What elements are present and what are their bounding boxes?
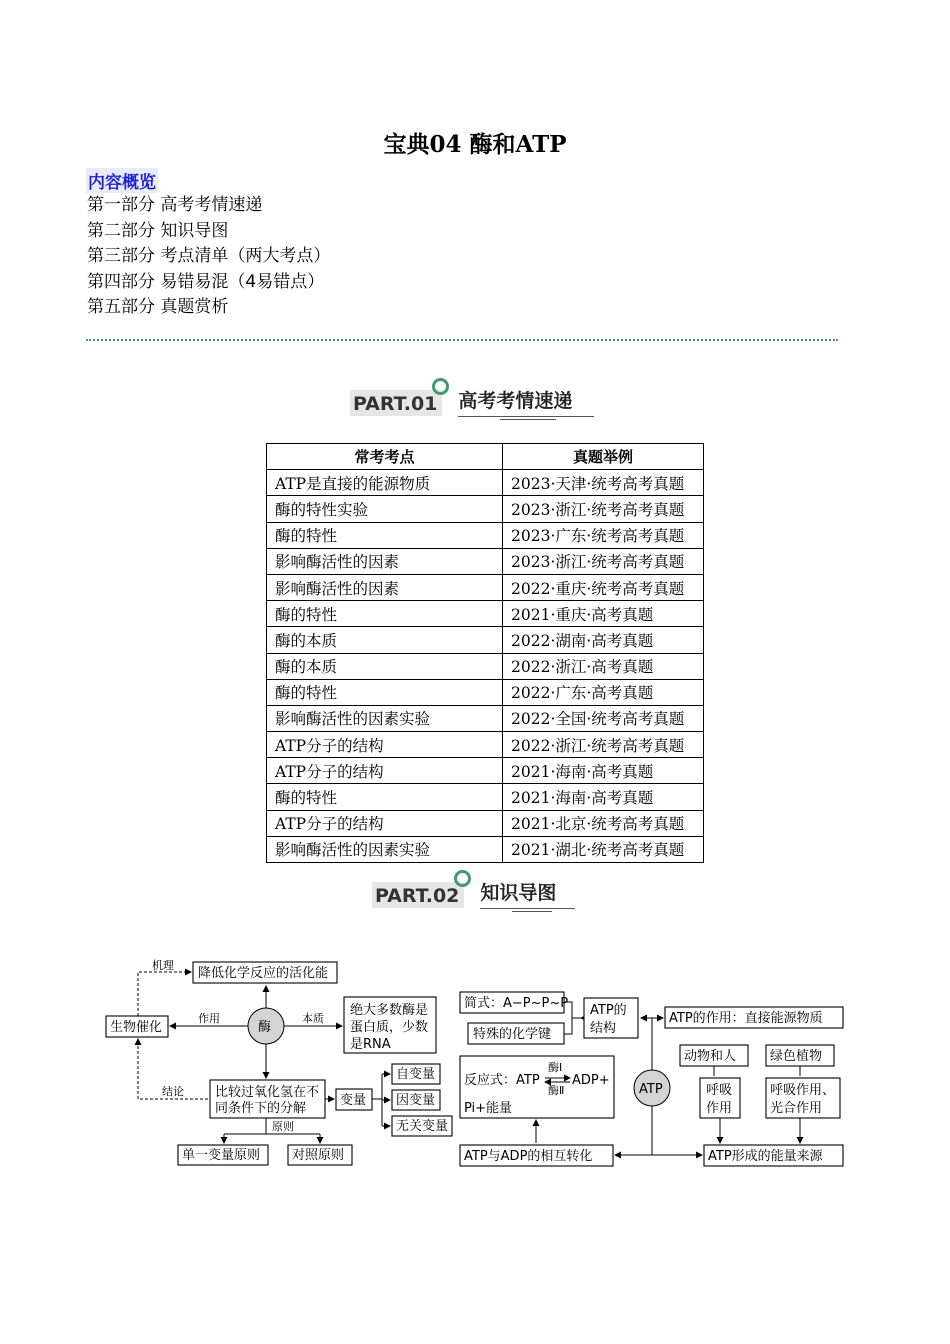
example-cell: 2022·重庆·统考高考真题 bbox=[503, 574, 704, 600]
overview-item: 第三部分 考点清单（两大考点） bbox=[87, 246, 331, 266]
part-01-name: 高考考情速递 bbox=[458, 390, 573, 412]
function-label: 作用 bbox=[198, 1012, 220, 1025]
reaction-enzyme1: 酶Ⅰ bbox=[548, 1061, 563, 1074]
example-cell: 2023·浙江·统考高考真题 bbox=[503, 496, 704, 522]
interconversion-text: ATP与ADP的相互转化 bbox=[464, 1149, 593, 1164]
table-row bbox=[267, 836, 704, 862]
principle-label: 原则 bbox=[272, 1120, 294, 1133]
table-row bbox=[267, 496, 704, 522]
overview-item: 第五部分 真题赏析 bbox=[87, 297, 229, 317]
control-text: 对照原则 bbox=[292, 1148, 345, 1163]
table-row bbox=[267, 679, 704, 705]
topic-cell: ATP是直接的能源物质 bbox=[267, 470, 503, 496]
part-02-name: 知识导图 bbox=[480, 882, 557, 904]
topic-cell: 酶的特性 bbox=[267, 522, 503, 548]
overview-list bbox=[87, 193, 330, 321]
exam-table bbox=[266, 443, 704, 863]
topic-cell: 影响酶活性的因素实验 bbox=[267, 705, 503, 731]
atp-text: ATP bbox=[639, 1082, 663, 1097]
example-cell: 2021·重庆·高考真题 bbox=[503, 601, 704, 627]
plants-text: 绿色植物 bbox=[770, 1049, 823, 1064]
table-row bbox=[267, 574, 704, 600]
nature-line: 是RNA bbox=[350, 1037, 391, 1052]
example-cell: 2022·湖南·高考真题 bbox=[503, 627, 704, 653]
topic-cell: 酶的特性 bbox=[267, 784, 503, 810]
part-01-heading bbox=[350, 386, 572, 416]
table-row bbox=[267, 732, 704, 758]
reaction-label: 反应式：ATP bbox=[464, 1073, 540, 1088]
example-cell: 2022·浙江·统考高考真题 bbox=[503, 732, 704, 758]
knowledge-map bbox=[100, 950, 850, 1175]
overview-item: 第一部分 高考考情速递 bbox=[87, 195, 263, 215]
topic-cell: ATP分子的结构 bbox=[267, 810, 503, 836]
experiment-line: 同条件下的分解 bbox=[215, 1101, 307, 1116]
resp-photo-line: 呼吸作用、 bbox=[770, 1083, 836, 1098]
topic-cell: 酶的本质 bbox=[267, 627, 503, 653]
page-title: 宝典04 酶和ATP bbox=[383, 131, 567, 158]
reaction-right: ADP+ bbox=[572, 1073, 610, 1088]
resp-photo-line: 光合作用 bbox=[770, 1101, 823, 1116]
part-01-underline bbox=[458, 416, 594, 417]
topic-cell: ATP分子的结构 bbox=[267, 758, 503, 784]
example-cell: 2021·海南·高考真题 bbox=[503, 758, 704, 784]
part-01-tag: PART.01 bbox=[350, 390, 442, 416]
part-02-underline bbox=[480, 908, 575, 909]
topic-cell: 影响酶活性的因素 bbox=[267, 548, 503, 574]
part-01-underline-short bbox=[500, 419, 556, 420]
table-row bbox=[267, 601, 704, 627]
nature-label: 本质 bbox=[302, 1012, 324, 1025]
topic-cell: 酶的本质 bbox=[267, 653, 503, 679]
table-row bbox=[267, 548, 704, 574]
lower-activation-text: 降低化学反应的活化能 bbox=[198, 966, 329, 981]
reaction-line2: Pi+能量 bbox=[464, 1101, 513, 1116]
overview-item: 第二部分 知识导图 bbox=[87, 220, 229, 241]
experiment-line: 比较过氧化氢在不 bbox=[215, 1085, 320, 1100]
variable-branch bbox=[372, 1074, 382, 1126]
example-cell: 2022·广东·高考真题 bbox=[503, 679, 704, 705]
atp-structure-line: ATP的 bbox=[590, 1003, 627, 1018]
independent-text: 自变量 bbox=[396, 1067, 436, 1082]
table-row bbox=[267, 705, 704, 731]
ring-icon bbox=[454, 870, 471, 887]
section-divider bbox=[86, 339, 838, 341]
conclusion-label: 结论 bbox=[162, 1085, 184, 1098]
topic-cell: 酶的特性 bbox=[267, 601, 503, 627]
enzyme-text: 酶 bbox=[258, 1020, 272, 1035]
dependent-text: 因变量 bbox=[396, 1093, 436, 1108]
example-cell: 2022·全国·统考高考真题 bbox=[503, 705, 704, 731]
animals-text: 动物和人 bbox=[684, 1049, 737, 1064]
formula-text: 简式：A−P~P~P bbox=[464, 996, 569, 1011]
table-row bbox=[267, 522, 704, 548]
biocatalyst-text: 生物催化 bbox=[110, 1020, 163, 1035]
example-cell: 2021·湖北·统考高考真题 bbox=[503, 836, 704, 862]
topic-cell: ATP分子的结构 bbox=[267, 732, 503, 758]
overview-label: 内容概览 bbox=[86, 168, 158, 193]
nature-line: 绝大多数酶是 bbox=[350, 1003, 429, 1018]
table-row bbox=[267, 784, 704, 810]
table-header-cell: 真题举例 bbox=[503, 444, 704, 470]
table-header-cell: 常考考点 bbox=[267, 444, 503, 470]
topic-cell: 酶的特性 bbox=[267, 679, 503, 705]
energy-source-text: ATP形成的能量来源 bbox=[708, 1149, 823, 1164]
topic-cell: 影响酶活性的因素 bbox=[267, 574, 503, 600]
topic-cell: 影响酶活性的因素实验 bbox=[267, 836, 503, 862]
irrelevant-text: 无关变量 bbox=[396, 1119, 449, 1134]
atp-structure-line: 结构 bbox=[590, 1021, 617, 1036]
part-02-heading bbox=[372, 878, 556, 908]
nature-line: 蛋白质，少数 bbox=[350, 1020, 429, 1035]
part-02-underline-short bbox=[512, 911, 552, 912]
respiration-line: 呼吸 bbox=[706, 1083, 733, 1098]
example-cell: 2022·浙江·高考真题 bbox=[503, 653, 704, 679]
example-cell: 2023·天津·统考高考真题 bbox=[503, 470, 704, 496]
reaction-enzyme2: 酶Ⅱ bbox=[548, 1084, 565, 1097]
mechanism-label: 机理 bbox=[152, 959, 174, 972]
example-cell: 2023·广东·统考高考真题 bbox=[503, 522, 704, 548]
table-row bbox=[267, 758, 704, 784]
ring-icon bbox=[432, 378, 449, 395]
respiration-line: 作用 bbox=[706, 1101, 733, 1116]
mechanism-arrow bbox=[138, 972, 191, 1016]
example-cell: 2021·海南·高考真题 bbox=[503, 784, 704, 810]
table-row bbox=[267, 810, 704, 836]
table-row bbox=[267, 627, 704, 653]
variable-text: 变量 bbox=[340, 1093, 367, 1108]
table-row bbox=[267, 653, 704, 679]
atp-function-text: ATP的作用：直接能源物质 bbox=[669, 1011, 823, 1026]
special-bond-text: 特殊的化学键 bbox=[473, 1027, 552, 1042]
example-cell: 2021·北京·统考高考真题 bbox=[503, 810, 704, 836]
topic-cell: 酶的特性实验 bbox=[267, 496, 503, 522]
table-header-row bbox=[267, 444, 704, 470]
example-cell: 2023·浙江·统考高考真题 bbox=[503, 548, 704, 574]
single-variable-text: 单一变量原则 bbox=[182, 1148, 261, 1163]
table-row bbox=[267, 470, 704, 496]
part-02-tag: PART.02 bbox=[372, 882, 464, 908]
overview-item: 第四部分 易错易混（4易错点） bbox=[87, 271, 325, 292]
